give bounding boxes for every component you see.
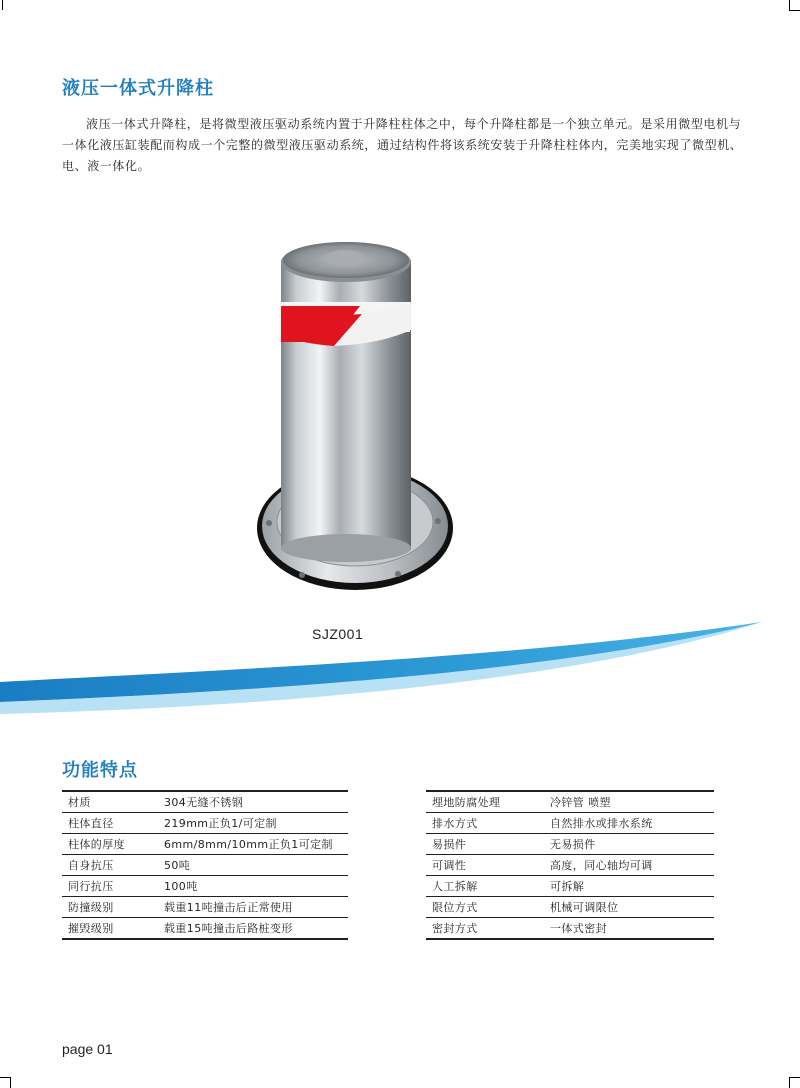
spec-label: 密封方式 <box>426 918 544 940</box>
spec-table-right <box>426 790 714 940</box>
crop-mark-bottom-left <box>0 1077 11 1088</box>
bolt-icon <box>299 572 305 578</box>
bolt-icon <box>266 520 272 526</box>
spec-label: 可调性 <box>426 855 544 876</box>
bolt-icon <box>395 571 401 577</box>
spec-value: 一体式密封 <box>544 918 714 940</box>
spec-label: 柱体直径 <box>62 813 158 834</box>
spec-label: 同行抗压 <box>62 876 158 897</box>
table-row <box>62 918 348 940</box>
table-row <box>426 876 714 897</box>
spec-label: 人工拆解 <box>426 876 544 897</box>
table-row <box>62 834 348 855</box>
spec-value: 50吨 <box>158 855 348 876</box>
spec-value: 100吨 <box>158 876 348 897</box>
decorative-swoosh <box>0 610 800 720</box>
spec-value: 自然排水或排水系统 <box>544 813 714 834</box>
spec-table-left <box>62 790 348 940</box>
crop-mark-top-right <box>789 0 800 11</box>
bolt-icon <box>435 518 441 524</box>
spec-value: 219mm正负1/可定制 <box>158 813 348 834</box>
spec-label: 自身抗压 <box>62 855 158 876</box>
page-title: 液压一体式升降柱 <box>62 78 214 99</box>
spec-label: 防撞级别 <box>62 897 158 918</box>
table-row <box>62 876 348 897</box>
bollard-image <box>250 240 480 610</box>
spec-value: 载重15吨撞击后路桩变形 <box>158 918 348 940</box>
table-row <box>62 897 348 918</box>
spec-value: 无易损件 <box>544 834 714 855</box>
spec-label: 柱体的厚度 <box>62 834 158 855</box>
features-title: 功能特点 <box>62 760 138 781</box>
spec-label: 易损件 <box>426 834 544 855</box>
product-model: SJZ001 <box>312 626 364 642</box>
table-row <box>426 897 714 918</box>
table-row <box>62 855 348 876</box>
spec-value: 304无缝不锈钢 <box>158 791 348 813</box>
spec-value: 载重11吨撞击后正常使用 <box>158 897 348 918</box>
spec-label: 排水方式 <box>426 813 544 834</box>
table-row <box>426 813 714 834</box>
intro-paragraph: 液压一体式升降柱，是将微型液压驱动系统内置于升降柱柱体之中，每个升降柱都是一个独立单元。是采用微型电机与一体化液压缸装配而构成一个完整的微型液压驱动系统，通过结构件将该系统安装于升降柱柱体内，完美地实现了微型机、电、液一体化。 <box>62 117 743 173</box>
table-row <box>62 813 348 834</box>
spec-value: 冷锌管 喷塑 <box>544 791 714 813</box>
table-row <box>426 791 714 813</box>
spec-label: 限位方式 <box>426 897 544 918</box>
table-row <box>426 834 714 855</box>
spec-value: 可拆解 <box>544 876 714 897</box>
table-row <box>426 918 714 940</box>
spec-label: 摧毁级别 <box>62 918 158 940</box>
spec-value: 6mm/8mm/10mm正负1可定制 <box>158 834 348 855</box>
spec-value: 机械可调限位 <box>544 897 714 918</box>
spec-value: 高度，同心轴均可调 <box>544 855 714 876</box>
table-row <box>62 791 348 813</box>
table-row <box>426 855 714 876</box>
spec-label: 埋地防腐处理 <box>426 791 544 813</box>
crop-mark-top-left <box>0 0 3 10</box>
crop-mark-bottom-right <box>789 1077 800 1088</box>
spec-label: 材质 <box>62 791 158 813</box>
page-number: page 01 <box>62 1041 113 1057</box>
